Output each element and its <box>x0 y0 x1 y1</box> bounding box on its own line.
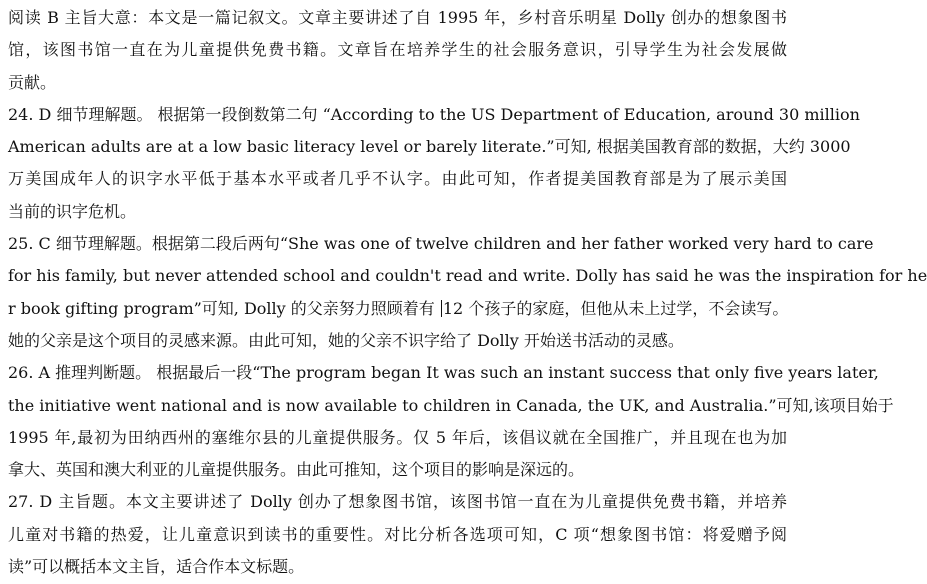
text-line: 27. D 主旨题。本文主要讲述了 Dolly 创办了想象图书馆，该图书馆一直在为儿童提供免费书籍，并培养 <box>8 492 787 512</box>
text-segment: r book gifting program”可知, Dolly 的父亲努力照顾着有 <box>8 298 440 318</box>
paragraph-main-idea <box>8 2 787 99</box>
text-line: 她的父亲是这个项目的灵感来源。由此可知，她的父亲不识字给了 Dolly 开始送书活动的灵感。 <box>8 330 684 350</box>
text-line: 儿童对书籍的热爱，让儿童意识到读书的重要性。对比分析各选项可知，C 项“想象图书馆：将爱赠予阅 <box>8 524 787 544</box>
paragraph-q25 <box>8 228 927 357</box>
text-line: 当前的识字危机。 <box>8 201 137 221</box>
text-line-with-caret <box>8 293 787 325</box>
text-line: 26. A 推理判断题。 根据最后一段“The program began It was such an instant success that only five years later, <box>8 363 879 383</box>
text-line: 读”可以概括本文主旨，适合作本文标题。 <box>8 557 305 577</box>
paragraph-q27 <box>8 486 787 583</box>
text-line: 馆，该图书馆一直在为儿童提供免费书籍。文章旨在培养学生的社会服务意识，引导学生为社会发展做 <box>8 40 787 60</box>
text-line: 24. D 细节理解题。 根据第一段倒数第二句 “According to the US Department of Education, around 30 million <box>8 104 860 124</box>
text-line: American adults are at a low basic literacy level or barely literate.”可知, 根据美国教育部的数据，大约 3000 <box>8 137 851 157</box>
paragraph-q24 <box>8 99 860 228</box>
text-line: 1995 年,最初为田纳西州的塞维尔县的儿童提供服务。仅 5 年后，该倡议就在全国推广，并且现在也为加 <box>8 427 787 447</box>
text-line: the initiative went national and is now available to children in Canada, the UK, and Australia.”可知,该项目始于 <box>8 395 894 415</box>
text-line: 拿大、英国和澳大利亚的儿童提供服务。由此可推知，这个项目的影响是深远的。 <box>8 460 585 480</box>
text-line: 万美国成年人的识字水平低于基本水平或者几乎不认字。由此可知，作者提美国教育部是为了展示美国 <box>8 169 787 189</box>
text-line: 25. C 细节理解题。根据第二段后两句“She was one of twelve children and her father worked very hard to care <box>8 234 874 254</box>
text-line: 阅读 B 主旨大意：本文是一篇记叙文。文章主要讲述了自 1995 年，乡村音乐明星 Dolly 创办的想象图书 <box>8 8 787 27</box>
text-line: 贡献。 <box>8 72 57 92</box>
text-caret <box>441 300 442 317</box>
paragraph-q26 <box>8 357 894 486</box>
text-segment: 12 个孩子的家庭，但他从未上过学，不会读写。 <box>442 298 789 318</box>
text-line: for his family, but never attended school and couldn't read and write. Dolly has said he was the inspiration for he <box>8 266 927 286</box>
